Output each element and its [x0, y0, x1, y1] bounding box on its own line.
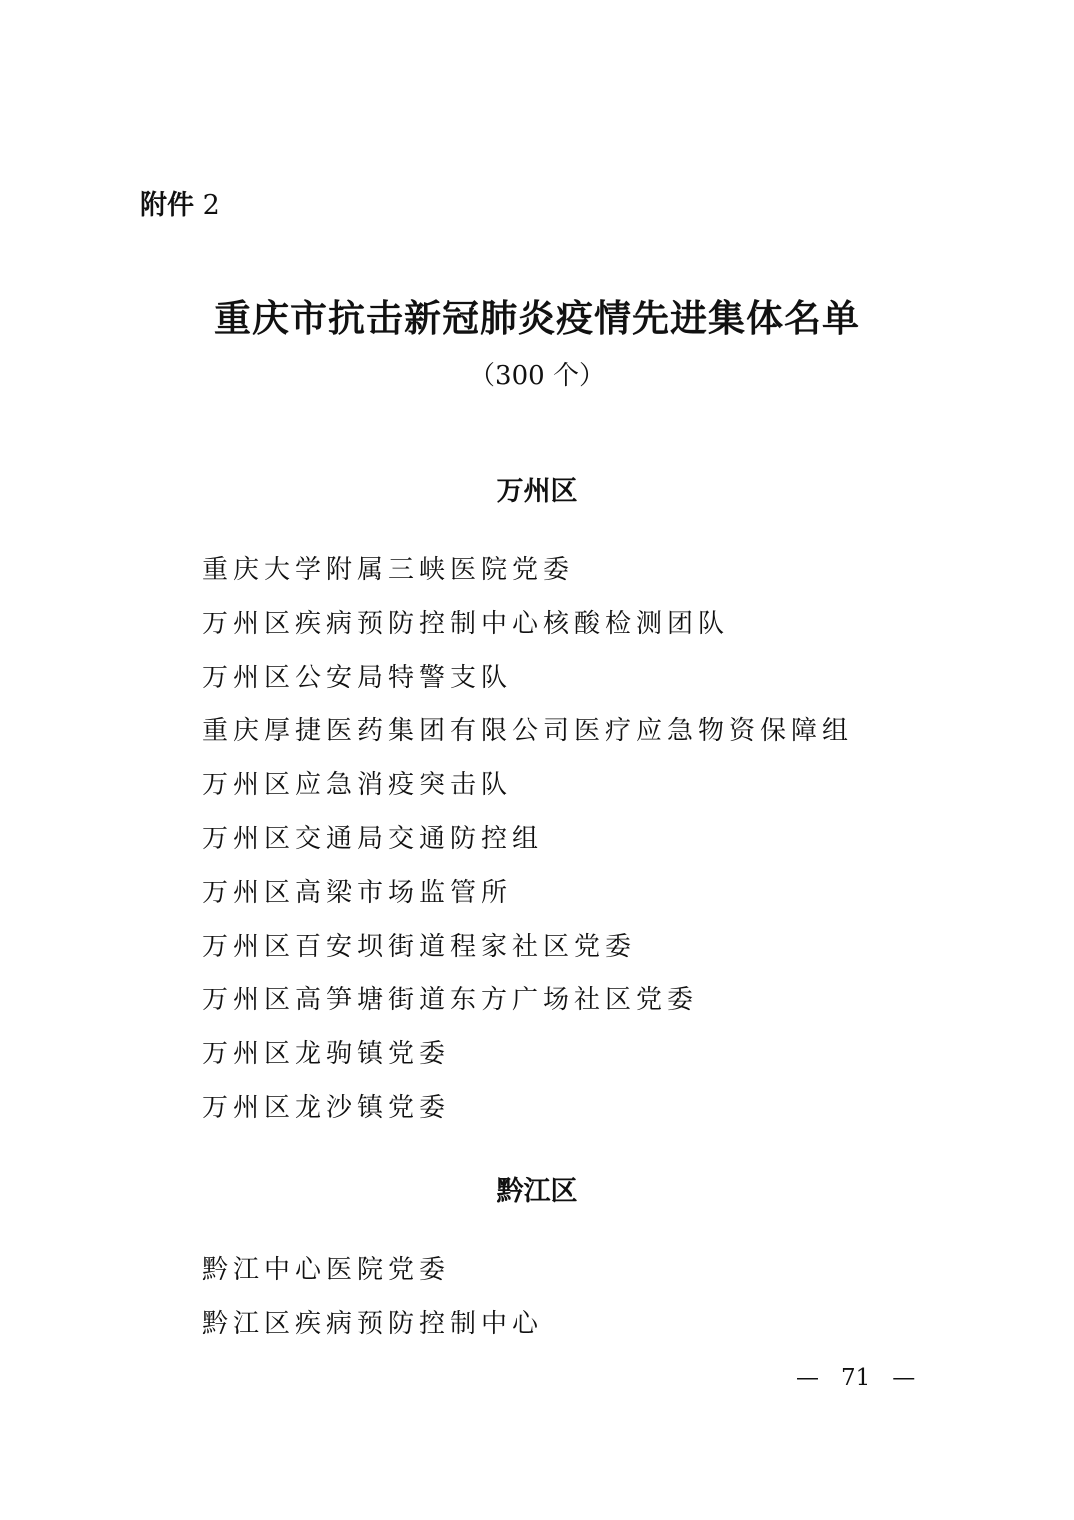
list-item: 万州区龙驹镇党委 [202, 1039, 451, 1070]
page-number-dash-left: — [796, 1365, 819, 1391]
document-title: 重庆市抗击新冠肺炎疫情先进集体名单 [214, 296, 860, 340]
page-number [796, 1360, 915, 1396]
unit-list-wanzhou [202, 544, 853, 1136]
page-number-dash-right: — [892, 1365, 916, 1391]
district-heading-wanzhou: 万州区 [496, 476, 578, 507]
page-number-value: 71 [841, 1365, 871, 1391]
list-item: 万州区应急消疫突击队 [202, 770, 513, 801]
list-item: 万州区百安坝街道程家社区党委 [202, 931, 637, 962]
attachment-number: 2 [202, 190, 220, 221]
list-item: 重庆厚捷医药集团有限公司医疗应急物资保障组 [202, 716, 854, 747]
list-item: 万州区交通局交通防控组 [202, 823, 544, 854]
list-item: 万州区疾病预防控制中心核酸检测团队 [202, 608, 730, 639]
document-subtitle: （300 个） [469, 361, 605, 391]
list-item: 万州区龙沙镇党委 [202, 1092, 451, 1123]
list-item: 万州区高梁市场监管所 [202, 877, 513, 908]
list-item: 万州区高笋塘街道东方广场社区党委 [202, 985, 699, 1016]
list-item: 黔江区疾病预防控制中心 [202, 1308, 544, 1339]
attachment-label [140, 186, 220, 226]
list-item: 黔江中心医院党委 [202, 1255, 451, 1285]
unit-list-qianjiang [202, 1244, 543, 1352]
list-item: 万州区公安局特警支队 [202, 662, 513, 693]
district-heading-qianjiang: 黔江区 [496, 1176, 578, 1207]
list-item: 重庆大学附属三峡医院党委 [202, 555, 575, 585]
attachment-text: 附件 [140, 190, 194, 221]
